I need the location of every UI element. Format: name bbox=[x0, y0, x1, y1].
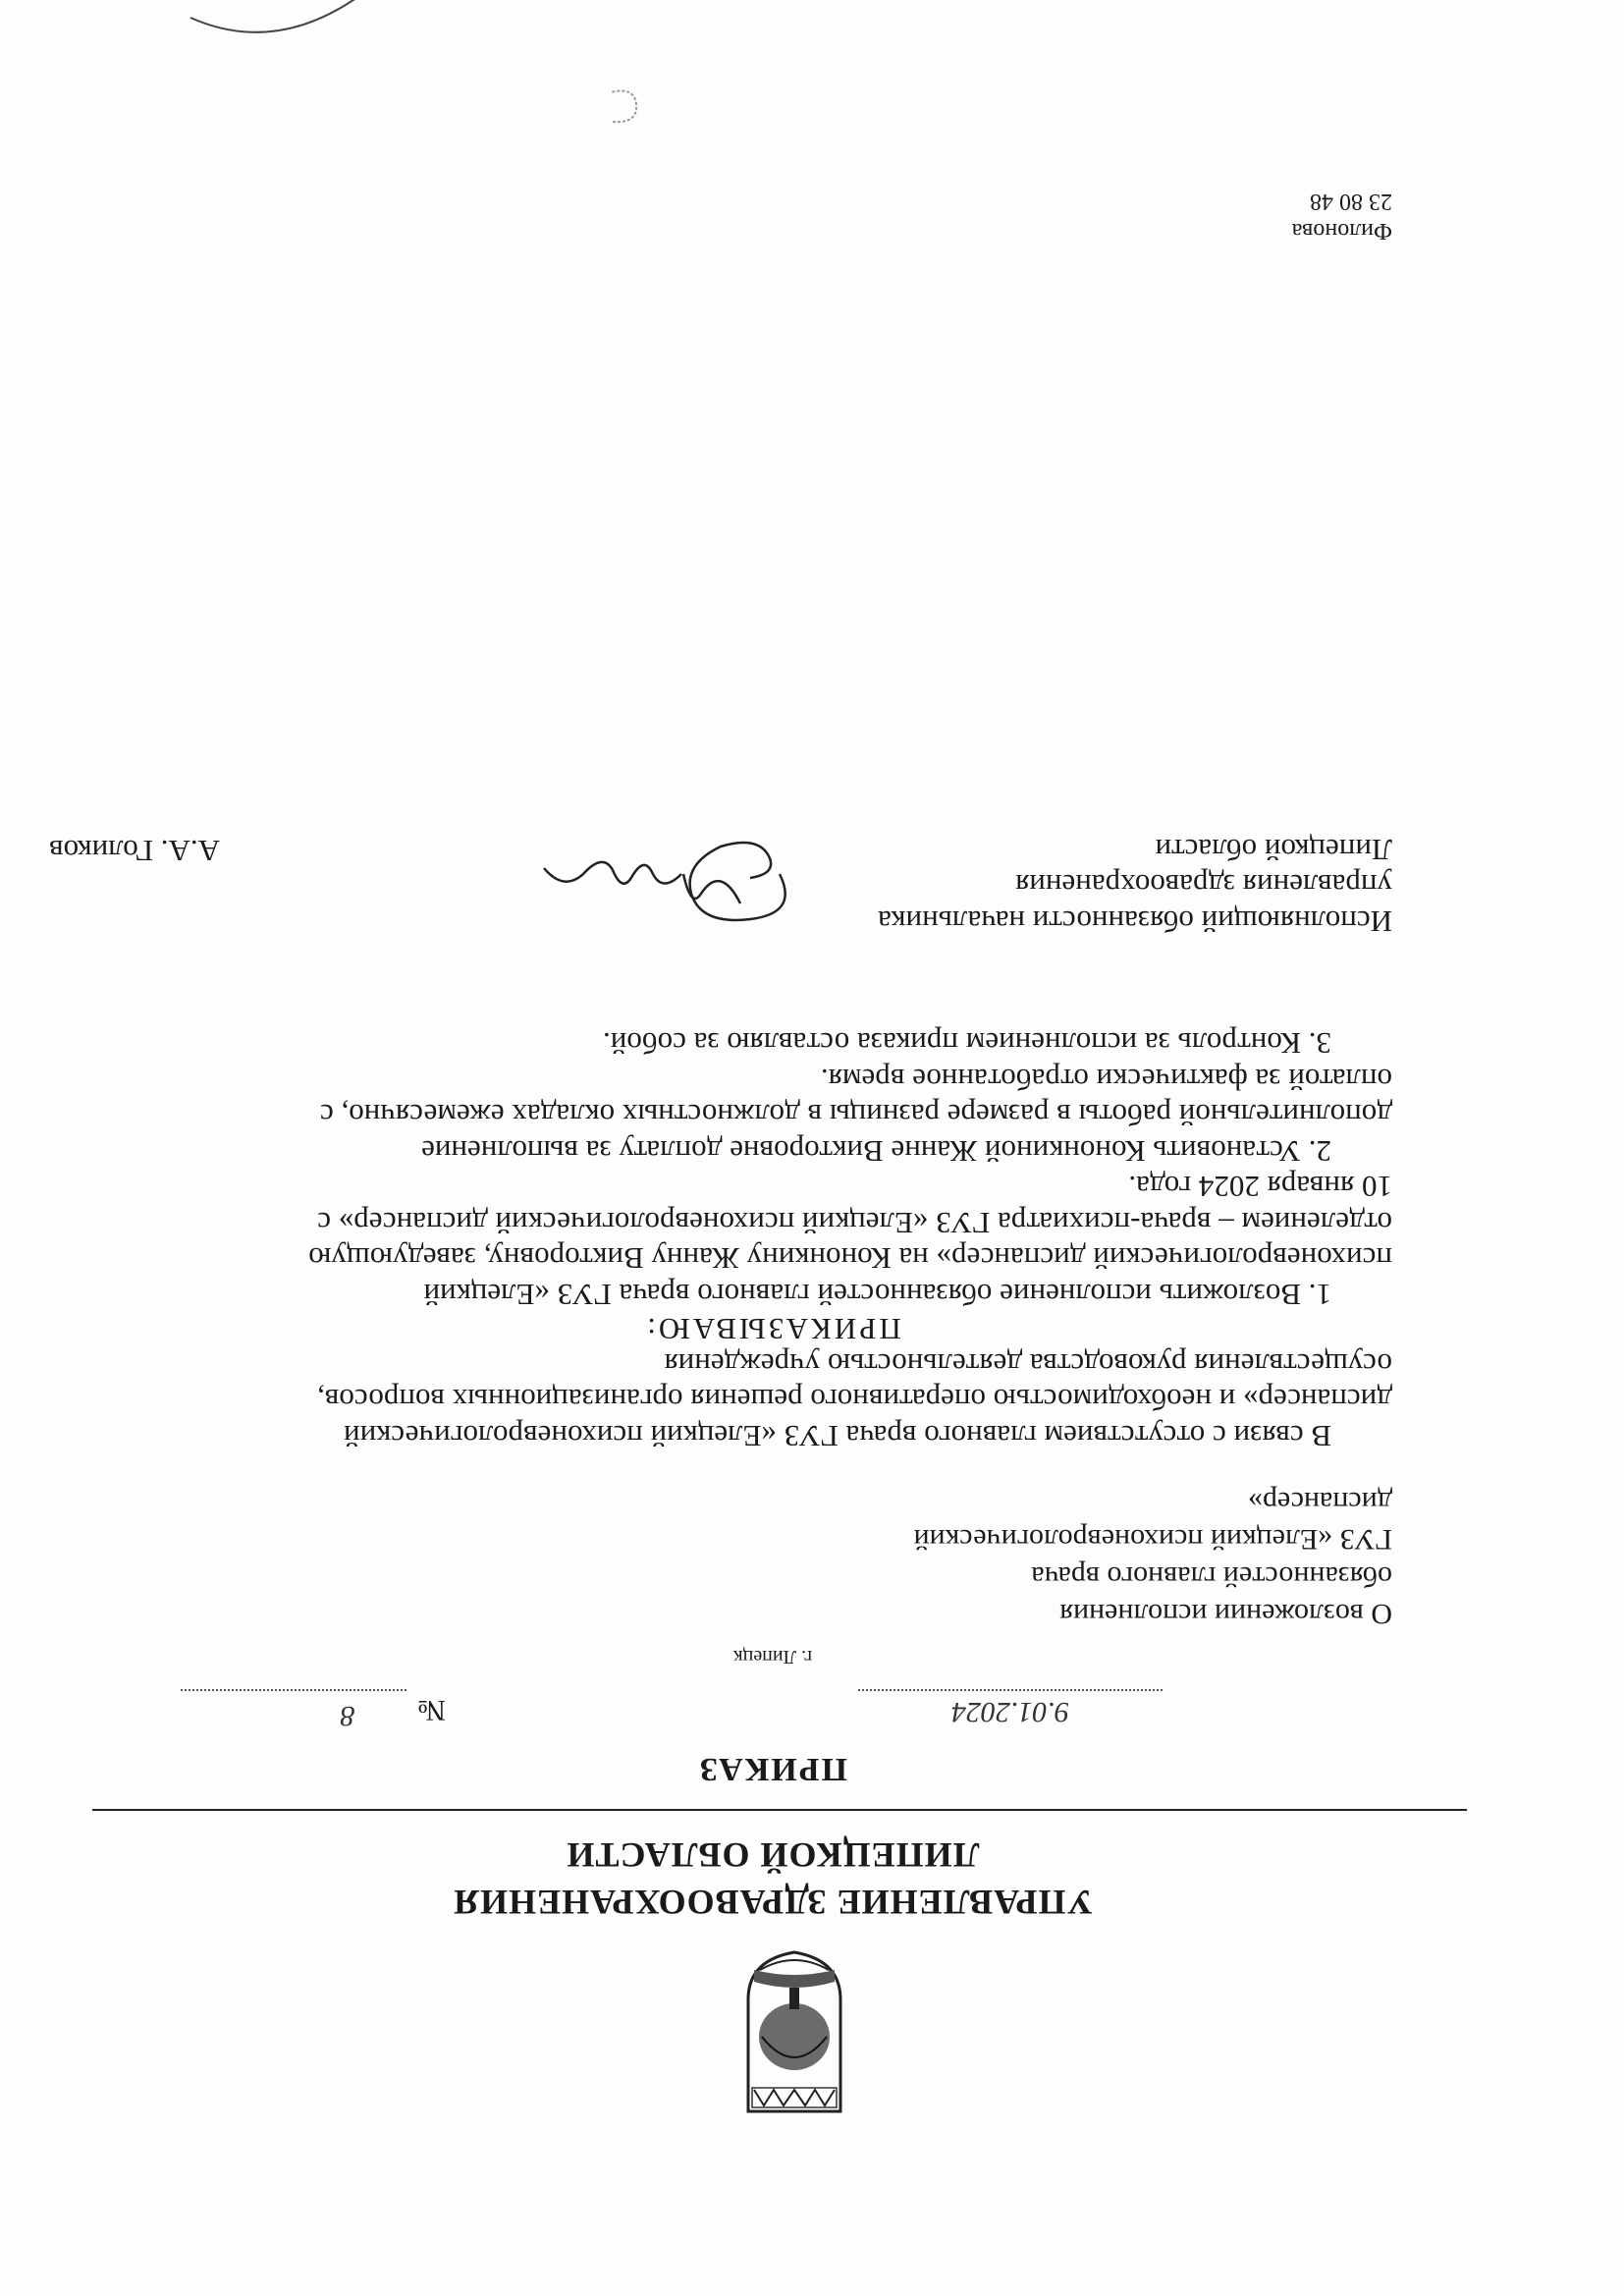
text-line: отделением – врача-психиатра ГУЗ «Елецкий психоневрологический диспансер» с bbox=[317, 1206, 1392, 1240]
order-number-label: № bbox=[417, 1694, 446, 1726]
date-line bbox=[858, 1689, 1163, 1691]
order-item-1 bbox=[116, 1169, 1392, 1312]
subject-line: О возложении исполнения bbox=[1059, 1598, 1392, 1630]
order-number: 8 bbox=[340, 1700, 355, 1732]
command-word: ПРИКАЗЫВАЮ: bbox=[644, 1312, 901, 1346]
order-title: ПРИКАЗ bbox=[698, 1751, 847, 1787]
text-line: психоневрологический диспансер» на Кононкину Жанну Викторовну, заведующую bbox=[308, 1241, 1392, 1277]
subject-line: диспансер» bbox=[1247, 1486, 1392, 1518]
text-line: дополнительной работы в размере разницы в должностных окладах ежемесячно, с bbox=[319, 1098, 1392, 1133]
order-city: г. Липецк bbox=[732, 1646, 813, 1667]
preamble-paragraph bbox=[116, 1346, 1392, 1454]
text-line: В связи с отсутствием главного врача ГУЗ «Елецкий психоневрологический bbox=[344, 1419, 1331, 1453]
header-line-1: УПРАВЛЕНИЕ ЗДРАВООХРАНЕНИЯ bbox=[453, 1883, 1093, 1922]
position-line: управления здравоохранения bbox=[1015, 868, 1392, 903]
text-line: 10 января 2024 года. bbox=[1128, 1170, 1392, 1205]
order-date: 9.01.2024 bbox=[951, 1696, 1069, 1728]
scan-edge-arc bbox=[181, 0, 377, 47]
signatory-name: А.А. Голиков bbox=[49, 834, 220, 868]
text-line: 2. Установить Кононкиной Жанне Викторовне доплату за выполнение bbox=[421, 1134, 1331, 1169]
handwritten-signature bbox=[514, 825, 809, 933]
text-line: диспансер» и необходимостью оперативного решения организационных вопросов, bbox=[317, 1383, 1392, 1418]
text-line: осуществления руководства деятельностью учреждения bbox=[664, 1347, 1392, 1382]
subject-line: обязанностей главного врача bbox=[1031, 1560, 1392, 1593]
executor-phone: 23 80 48 bbox=[1310, 189, 1392, 214]
coat-of-arms-emblem bbox=[740, 1948, 848, 2117]
text-line: 1. Возложить исполнение обязанностей главного врача ГУЗ «Елецкий bbox=[423, 1278, 1331, 1312]
position-line: Исполняющий обязанности начальника bbox=[878, 904, 1392, 939]
order-subject bbox=[685, 1483, 1392, 1632]
order-item-3 bbox=[116, 1025, 1392, 1062]
header-rule bbox=[92, 1809, 1467, 1811]
header-line-2: ЛИПЕЦКОЙ ОБЛАСТИ bbox=[566, 1835, 980, 1875]
text-line: оплатой за фактически отработанное время. bbox=[820, 1063, 1392, 1097]
number-line bbox=[181, 1689, 406, 1691]
position-line: Липецкой области bbox=[1155, 833, 1392, 867]
order-item-2 bbox=[116, 1062, 1392, 1170]
executor-name: Филонова bbox=[1291, 218, 1392, 244]
text-line: 3. Контроль за исполнением приказа оставляю за собой. bbox=[602, 1026, 1331, 1061]
pencil-mark bbox=[593, 77, 652, 136]
subject-line: ГУЗ «Елецкий психоневрологический bbox=[913, 1523, 1392, 1556]
